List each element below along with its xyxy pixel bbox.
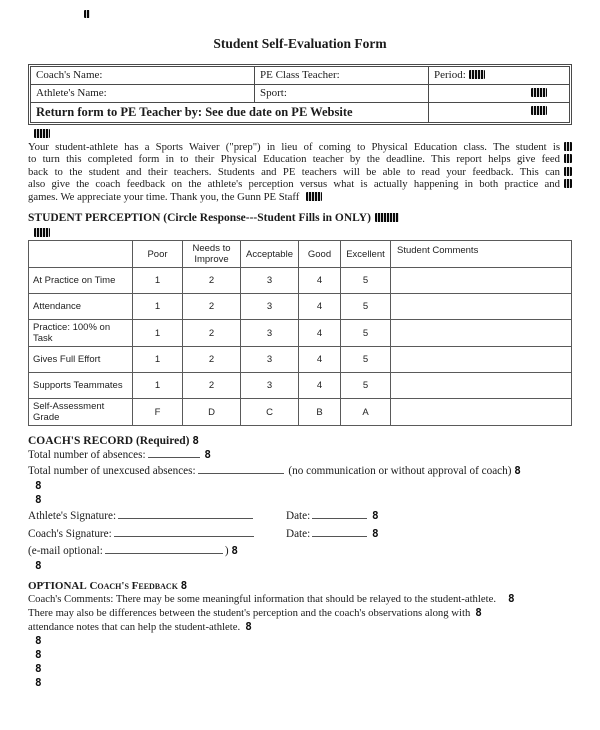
intro-line: [28, 191, 572, 203]
table-row: [31, 103, 570, 123]
comments-line: [28, 592, 572, 606]
rating-cell[interactable]: 4: [299, 347, 341, 373]
artifact-eight: 8: [35, 648, 42, 662]
table-header-row: [29, 241, 572, 268]
intro-line-text: to turn this completed form in to their Physical Education teacher by the deadline. This report helps give feed: [28, 153, 560, 166]
unexcused-note: (no communication or without approval of coach): [288, 465, 512, 478]
student-comment-cell[interactable]: [391, 399, 572, 426]
rating-cell[interactable]: 3: [241, 268, 299, 294]
email-line: [28, 543, 572, 559]
table-row: [31, 67, 570, 85]
glyph-cell: [429, 103, 570, 123]
artifact-row: [28, 479, 572, 493]
student-comment-cell[interactable]: [391, 268, 572, 294]
unexcused-label: Total number of unexcused absences:: [28, 465, 196, 478]
email-label: (e-mail optional:: [28, 545, 103, 558]
page-title: Student Self-Evaluation Form: [213, 36, 387, 51]
artifact-eight: 8: [372, 509, 379, 523]
table-row: [29, 294, 572, 320]
row-label: Attendance: [29, 294, 133, 320]
col-header-excellent: Excellent: [341, 241, 391, 268]
rating-cell[interactable]: C: [241, 399, 299, 426]
artifact-row: [28, 662, 572, 676]
rating-cell[interactable]: 2: [183, 294, 241, 320]
absences-label: Total number of absences:: [28, 449, 146, 462]
rating-cell[interactable]: 5: [341, 294, 391, 320]
artifact-eight: 8: [35, 662, 42, 676]
rating-cell[interactable]: 4: [299, 373, 341, 399]
artifact-glyph: [84, 10, 90, 18]
artifact-eight: 8: [35, 493, 42, 507]
artifact-glyph: [531, 106, 547, 115]
artifact-row: [28, 559, 572, 573]
rating-cell[interactable]: 1: [133, 373, 183, 399]
optional-feedback-heading: [28, 579, 572, 592]
glyph-cell: [429, 85, 570, 103]
artifact-row: [34, 129, 572, 139]
comments-line: [28, 606, 572, 620]
coach-signature-label: Coach's Signature:: [28, 528, 112, 541]
student-comment-cell[interactable]: [391, 347, 572, 373]
coach-name-label: Coach's Name:: [36, 69, 103, 81]
artifact-eight: 8: [372, 527, 379, 541]
athlete-signature-label: Athlete's Signature:: [28, 510, 117, 523]
rating-cell[interactable]: 5: [341, 373, 391, 399]
comments-line-text: There may also be differences between the student's perception and the coach's observations along with: [28, 607, 471, 620]
col-header-needs-to-improve: Needs to Improve: [183, 241, 241, 268]
artifact-glyph: [564, 154, 572, 163]
artifact-row: [28, 676, 572, 690]
coachs-feedback-words: Coach's Feedback: [89, 580, 178, 593]
artifact-eight: 8: [514, 464, 521, 478]
return-notice: Return form to PE Teacher by: See due date on PE Website: [36, 105, 353, 119]
artifact-eight: 8: [204, 448, 211, 462]
perception-heading-text: STUDENT PERCEPTION (Circle Response---Student Fills in ONLY): [28, 212, 371, 225]
table-row: [29, 399, 572, 426]
col-header-good: Good: [299, 241, 341, 268]
artifact-eight: 8: [508, 592, 515, 606]
artifact-glyph: [531, 88, 547, 97]
artifact-glyph: [564, 142, 572, 151]
rating-cell[interactable]: 1: [133, 294, 183, 320]
rating-cell[interactable]: 5: [341, 320, 391, 347]
athlete-name-cell[interactable]: [31, 85, 255, 103]
rating-cell[interactable]: 2: [183, 373, 241, 399]
perception-table: [28, 240, 572, 426]
rating-cell[interactable]: 4: [299, 294, 341, 320]
absences-blank[interactable]: [148, 447, 200, 458]
row-label: Gives Full Effort: [29, 347, 133, 373]
rating-cell[interactable]: A: [341, 399, 391, 426]
header-info-table: [28, 64, 572, 125]
artifact-eight: 8: [192, 434, 199, 448]
artifact-row: [34, 228, 572, 238]
coach-record-heading: [28, 434, 572, 447]
rating-cell[interactable]: 1: [133, 320, 183, 347]
rating-cell[interactable]: 5: [341, 268, 391, 294]
row-label: Self-Assessment Grade: [29, 399, 133, 426]
rating-cell[interactable]: 3: [241, 347, 299, 373]
artifact-eight: 8: [35, 676, 42, 690]
athlete-name-label: Athlete's Name:: [36, 87, 107, 99]
table-row: [29, 373, 572, 399]
table-row: [31, 85, 570, 103]
athlete-signature-blank[interactable]: [118, 508, 253, 519]
intro-line: [28, 178, 572, 190]
row-label: At Practice on Time: [29, 268, 133, 294]
rating-cell[interactable]: 4: [299, 268, 341, 294]
intro-line: [28, 166, 572, 178]
coach-signature-blank[interactable]: [114, 526, 254, 537]
comments-line: [28, 620, 572, 634]
unexcused-blank[interactable]: [198, 463, 284, 474]
rating-cell[interactable]: 2: [183, 320, 241, 347]
date-blank[interactable]: [312, 526, 367, 537]
comments-line-text: Coach's Comments: There may be some meaningful information that should be relayed to the student-athlete.: [28, 593, 497, 606]
artifact-glyph: [306, 192, 322, 201]
artifact-eight: 8: [35, 479, 42, 493]
period-label: Period:: [434, 69, 466, 81]
coach-signature-left: [28, 526, 286, 543]
row-label: Supports Teammates: [29, 373, 133, 399]
artifact-glyph: [34, 228, 50, 237]
rating-cell[interactable]: B: [299, 399, 341, 426]
student-comment-cell[interactable]: [391, 373, 572, 399]
coach-name-cell[interactable]: [31, 67, 255, 85]
artifact-glyph: [564, 179, 572, 188]
rating-cell[interactable]: 3: [241, 373, 299, 399]
intro-line-text: also give the coach feedback on the athlete's perception versus what is actually happening in both practice and: [28, 178, 560, 191]
coach-record-heading-text: COACH'S RECORD (Required): [28, 435, 190, 448]
table-row: [29, 268, 572, 294]
artifact-glyph: [375, 213, 399, 222]
artifact-glyph: [34, 129, 50, 138]
rating-cell[interactable]: 2: [183, 347, 241, 373]
corner-cell: [29, 241, 133, 268]
artifact-row: [28, 493, 572, 507]
optional-word: OPTIONAL: [28, 580, 87, 593]
table-row: [29, 320, 572, 347]
intro-line-text: back to the student and their teachers. Students and PE teachers will be able to read your feedback. This can: [28, 165, 560, 178]
rating-cell[interactable]: 3: [241, 320, 299, 347]
email-close-paren: ): [224, 545, 229, 558]
intro-line-text: Your student-athlete has a Sports Waiver ("prep") in lieu of coming to Physical Education class. The student is: [28, 141, 560, 153]
rating-cell[interactable]: 1: [133, 268, 183, 294]
sport-cell[interactable]: [255, 85, 429, 103]
artifact-eight: 8: [245, 620, 252, 634]
date-label: Date:: [286, 528, 311, 541]
athlete-signature-line: [28, 507, 572, 525]
artifact-glyph: [564, 167, 572, 176]
artifact-eight: 8: [180, 579, 187, 593]
unexcused-line: [28, 463, 572, 479]
row-label: Practice: 100% on Task: [29, 320, 133, 347]
rating-cell[interactable]: 2: [183, 268, 241, 294]
rating-cell[interactable]: D: [183, 399, 241, 426]
artifact-row: [28, 648, 572, 662]
comments-line-text: attendance notes that can help the student-athlete.: [28, 621, 241, 634]
date-label: Date:: [286, 510, 311, 523]
rating-cell[interactable]: 3: [241, 294, 299, 320]
intro-line: [28, 153, 572, 165]
artifact-eight: 8: [231, 544, 238, 558]
return-notice-cell: [31, 103, 429, 123]
artifact-eight: 8: [35, 634, 42, 648]
intro-line-text: games. We appreciate your time. Thank you, the Gunn PE Staff: [28, 190, 300, 203]
rating-cell[interactable]: 5: [341, 347, 391, 373]
intro-paragraph: [28, 141, 572, 203]
athlete-signature-left: [28, 508, 286, 525]
pe-teacher-label: PE Class Teacher:: [260, 69, 340, 81]
sport-label: Sport:: [260, 87, 287, 99]
student-comment-cell[interactable]: [391, 294, 572, 320]
perception-heading: [28, 212, 572, 224]
col-header-student-comments: Student Comments: [391, 241, 572, 268]
rating-cell[interactable]: F: [133, 399, 183, 426]
intro-line: [28, 141, 572, 153]
absences-line: [28, 447, 572, 463]
artifact-row: [28, 634, 572, 648]
period-cell[interactable]: [429, 67, 570, 85]
col-header-acceptable: Acceptable: [241, 241, 299, 268]
table-row: [29, 347, 572, 373]
email-blank[interactable]: [105, 543, 223, 554]
artifact-eight: 8: [475, 606, 482, 620]
artifact-glyph: [469, 70, 485, 79]
coach-signature-line: [28, 525, 572, 543]
rating-cell[interactable]: 1: [133, 347, 183, 373]
col-header-poor: Poor: [133, 241, 183, 268]
pe-teacher-cell[interactable]: [255, 67, 429, 85]
rating-cell[interactable]: 4: [299, 320, 341, 347]
artifact-eight: 8: [35, 559, 42, 573]
date-blank[interactable]: [312, 508, 367, 519]
student-comment-cell[interactable]: [391, 320, 572, 347]
